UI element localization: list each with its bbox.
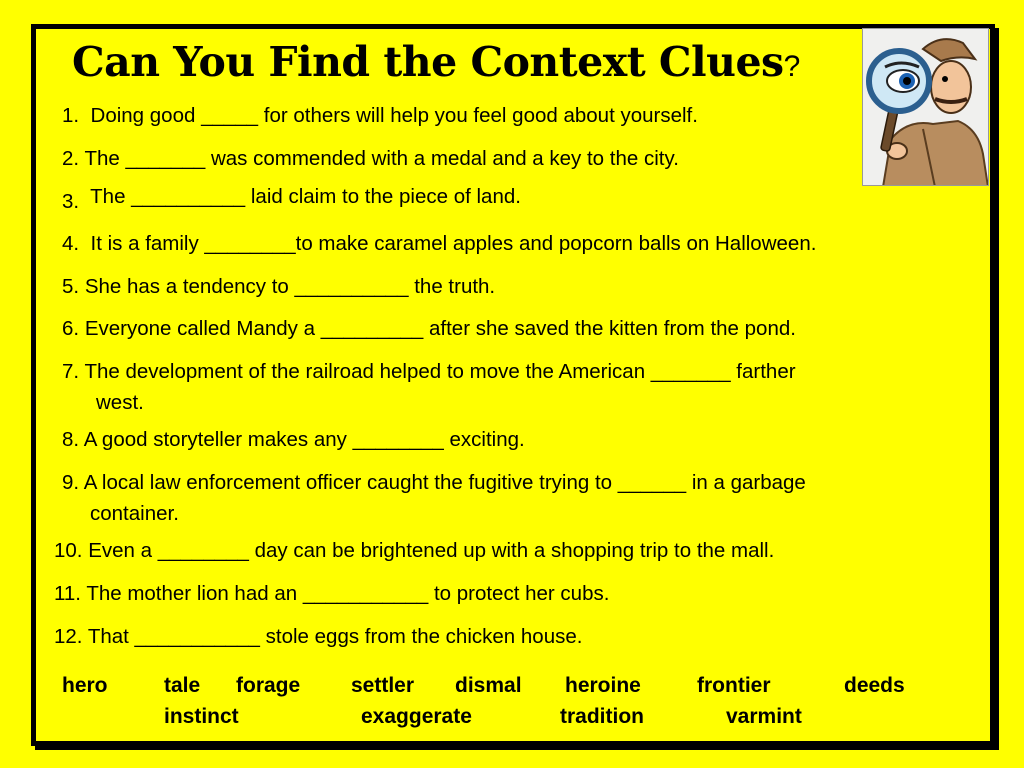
clue-number: 12. <box>54 625 83 648</box>
clue-text: The mother lion had an ___________ to protect her cubs. <box>86 582 610 605</box>
word-bank-item: settler <box>351 674 415 697</box>
clue-6 <box>62 313 796 344</box>
clue-text: It is a family ________to make caramel apples and popcorn balls on Halloween. <box>90 232 817 255</box>
clue-text: Everyone called Mandy a _________ after she saved the kitten from the pond. <box>84 317 796 340</box>
word-bank-item: tradition <box>560 705 644 728</box>
clue-number: 1. <box>62 104 80 127</box>
clue-number: 7. <box>62 360 80 383</box>
title-question-mark: ? <box>783 50 800 83</box>
word-bank-item: deeds <box>844 674 905 697</box>
clue-number: 2. <box>62 147 80 170</box>
clue-number: 3. <box>62 190 80 213</box>
detective-icon <box>862 28 989 186</box>
clue-text: A local law enforcement officer caught the fugitive trying to ______ in a garbage <box>83 471 806 494</box>
clue-text: She has a tendency to __________ the truth. <box>84 275 496 298</box>
word-bank-item: dismal <box>455 674 522 697</box>
word-bank-item: heroine <box>565 674 641 697</box>
word-bank-item: exaggerate <box>361 705 472 728</box>
clue-number: 8. <box>62 428 80 451</box>
clue-2 <box>62 143 679 174</box>
title-text: Can You Find the Context Clues <box>72 38 784 86</box>
clue-1 <box>62 100 698 131</box>
clue-text: Even a ________ day can be brightened up with a shopping trip to the mall. <box>88 539 775 562</box>
clue-10 <box>54 535 774 566</box>
clue-text: The development of the railroad helped to move the American _______ farther <box>84 360 796 383</box>
clue-text: The __________ laid claim to the piece of land. <box>90 185 521 208</box>
word-bank-item: hero <box>62 674 108 697</box>
word-bank-item: frontier <box>697 674 771 697</box>
clue-text: That ___________ stole eggs from the chicken house. <box>87 625 583 648</box>
clue-9 <box>62 467 806 529</box>
clue-7 <box>62 356 796 418</box>
word-bank-item: tale <box>164 674 201 697</box>
clue-number: 4. <box>62 232 80 255</box>
clue-12 <box>54 621 582 652</box>
clue-text: A good storyteller makes any ________ exciting. <box>83 428 525 451</box>
clue-8 <box>62 424 525 455</box>
clue-number: 11. <box>54 582 81 605</box>
clue-number: 5. <box>62 275 80 298</box>
clue-text: The _______ was commended with a medal and a key to the city. <box>84 147 679 170</box>
clue-3 <box>62 186 521 217</box>
page-title <box>72 38 800 86</box>
clue-4 <box>62 228 816 259</box>
clue-text: Doing good _____ for others will help you feel good about yourself. <box>90 104 698 127</box>
clue-11 <box>54 578 609 609</box>
clue-continuation: container. <box>90 502 179 525</box>
clue-number: 9. <box>62 471 80 494</box>
clue-number: 10. <box>54 539 83 562</box>
word-bank-item: instinct <box>164 705 239 728</box>
clue-5 <box>62 271 495 302</box>
word-bank-item: forage <box>236 674 301 697</box>
clue-continuation: west. <box>96 391 144 414</box>
word-bank-item: varmint <box>726 705 802 728</box>
clue-number: 6. <box>62 317 80 340</box>
